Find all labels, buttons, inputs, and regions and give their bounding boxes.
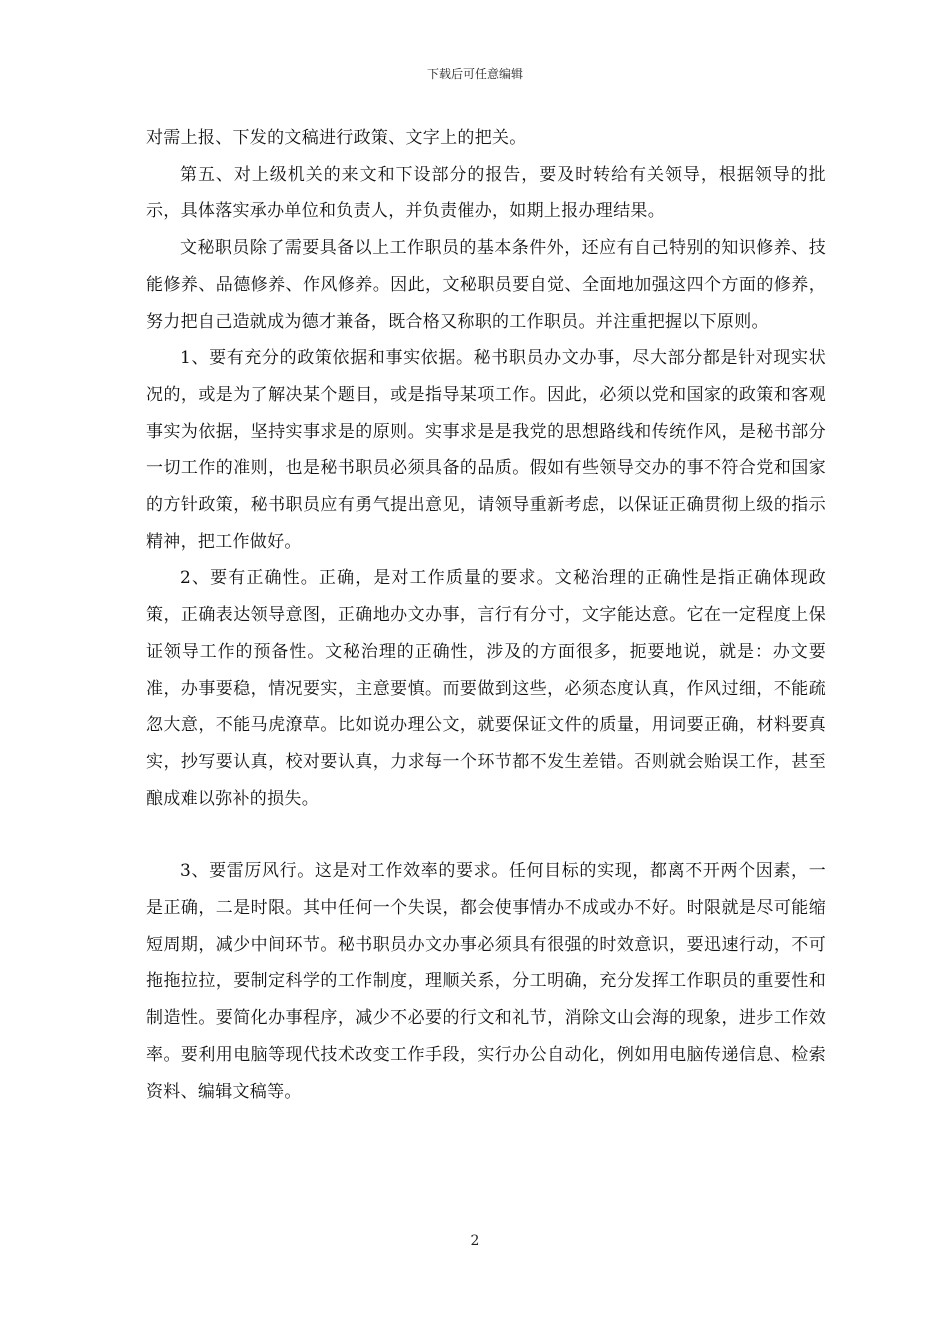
paragraph-principle-3: 3、要雷厉风行。这是对工作效率的要求。任何目标的实现，都离不开两个因素，一是正确，二是时限。其中任何一个失误，都会使事情办不成或办不好。时限就是尽可能缩短周期，减少中间环节。秘书职员办文办事必须具有很强的时效意识，要迅速行动，不可拖拖拉拉，要制定科学的工作制度，理顺关系，分工明确，充分发挥工作职员的重要性和制造性。要简化办事程序，减少不必要的行文和礼节，消除文山会海的现象，进步工作效率。要利用电脑等现代技术改变工作手段，实行办公自动化，例如用电脑传递信息、检索资料、编辑文稿等。 <box>146 861 826 1102</box>
paragraph-fifth-duty: 第五、对上级机关的来文和下设部分的报告，要及时转给有关领导，根据领导的批示，具体落实承办单位和负责人，并负责催办，如期上报办理结果。 <box>146 164 826 222</box>
paragraph-continuation: 对需上报、下发的文稿进行政策、文字上的把关。 <box>146 128 527 148</box>
page-number: 2 <box>470 1233 480 1249</box>
paragraph-principle-2: 2、要有正确性。正确，是对工作质量的要求。文秘治理的正确性是指正确体现政策，正确表达领导意图，正确地办文办事，言行有分寸，文字能达意。它在一定程度上保证领导工作的预备性。文秘治理的正确性，涉及的方面很多，扼要地说，就是：办文要准，办事要稳，情况要实，主意要慎。而要做到这些，必须态度认真，作风过细，不能疏忽大意，不能马虎潦草。比如说办理公文，就要保证文件的质量，用词要正确，材料要真实，抄写要认真，校对要认真，力求每一个环节都不发生差错。否则就会贻误工作，甚至酿成难以弥补的损失。 <box>146 568 826 809</box>
paragraph-secretary-qualities: 文秘职员除了需要具备以上工作职员的基本条件外，还应有自己特别的知识修养、技能修养、品德修养、作风修养。因此，文秘职员要自觉、全面地加强这四个方面的修养，努力把自己造就成为德才兼备，既合格又称职的工作职员。并注重把握以下原则。 <box>146 238 826 332</box>
paragraph-principle-1: 1、要有充分的政策依据和事实依据。秘书职员办文办事，尽大部分都是针对现实状况的，或是为了解决某个题目，或是指导某项工作。因此，必须以党和国家的政策和客观事实为依据，坚持实事求是的原则。实事求是是我党的思想路线和传统作风，是秘书部分一切工作的准则，也是秘书职员必须具备的品质。假如有些领导交办的事不符合党和国家的方针政策，秘书职员应有勇气提出意见，请领导重新考虑，以保证正确贯彻上级的指示精神，把工作做好。 <box>146 348 826 552</box>
page-header: 下载后可任意编辑 <box>426 67 523 81</box>
document-body <box>146 120 826 1110</box>
